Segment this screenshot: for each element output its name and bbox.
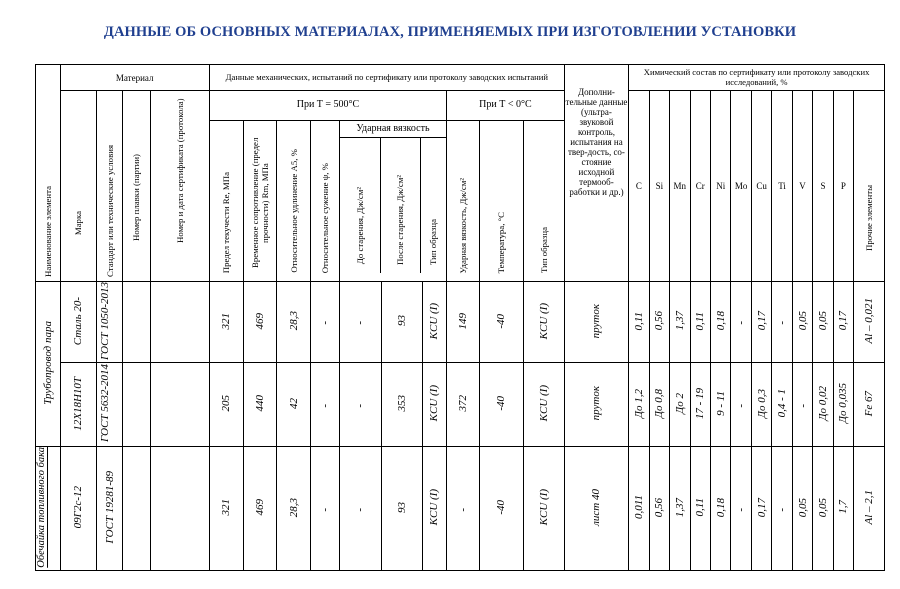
table-row	[36, 282, 885, 363]
cell-other: Al – 0,021	[854, 282, 885, 363]
cell-additional: лист 40	[564, 446, 628, 570]
cell-chem-ni: 9 - 11	[710, 362, 730, 446]
cell-chem-si: 0,56	[649, 446, 669, 570]
cell-chem-si: До 0,8	[649, 362, 669, 446]
cell-after-aging: 93	[381, 446, 422, 570]
cell-chem-c: 0,11	[629, 282, 649, 363]
cell-narrow: -	[311, 446, 340, 570]
cell-melt	[122, 282, 150, 363]
cell-chem-v: 0,05	[792, 446, 812, 570]
cell-other: Al – 2,1	[854, 446, 885, 570]
chem-col-ti: Ti	[772, 91, 792, 282]
cell-chem-mn: 1,37	[670, 282, 690, 363]
cell-chem-mo: -	[731, 446, 751, 570]
cell-temperature: -40	[479, 362, 523, 446]
cell-before-aging: -	[339, 282, 381, 363]
header-narrow: Относительное сужение ψ, %	[311, 120, 340, 281]
cell-grade: Сталь 20-	[60, 282, 97, 363]
cell-chem-ti: -	[772, 282, 792, 363]
cell-cert	[150, 446, 209, 570]
chem-col-mo: Mo	[731, 91, 751, 282]
cell-chem-cu: До 0,3	[751, 362, 771, 446]
chem-col-cr: Cr	[690, 91, 710, 282]
cell-impact-t0: 149	[447, 282, 480, 363]
header-mech: Данные механических, испытаний по сертификату или протоколу заводских испытаний	[209, 65, 564, 91]
table-row	[36, 362, 885, 446]
cell-chem-si: 0,56	[649, 282, 669, 363]
cell-chem-p: До 0,035	[833, 362, 853, 446]
cell-after-aging: 93	[381, 282, 422, 363]
chem-col-c: C	[629, 91, 649, 282]
chem-col-p: P	[833, 91, 853, 282]
cell-chem-c: 0,011	[629, 446, 649, 570]
chem-col-cu: Cu	[751, 91, 771, 282]
cell-yield: 321	[209, 446, 243, 570]
cell-sample-type: KCU (I)	[422, 282, 447, 363]
cell-before-aging: -	[339, 362, 381, 446]
cell-elong: 28,3	[277, 282, 311, 363]
cell-chem-cr: 0,11	[690, 446, 710, 570]
header-grade: Марка	[60, 91, 97, 282]
cell-chem-mn: 1,37	[670, 446, 690, 570]
header-t500: При Т = 500°С	[209, 91, 446, 121]
cell-elong: 42	[277, 362, 311, 446]
chem-col-si: Si	[649, 91, 669, 282]
chem-col-ni: Ni	[710, 91, 730, 282]
cell-tensile: 469	[243, 282, 277, 363]
chem-col-mn: Mn	[670, 91, 690, 282]
header-standard: Стандарт или технические условия	[97, 91, 123, 282]
header-sample-type-2: Тип образца	[523, 120, 564, 281]
cell-melt	[122, 362, 150, 446]
cell-sample-type-2: KCU (I)	[523, 282, 564, 363]
cell-chem-cu: 0,17	[751, 282, 771, 363]
cell-chem-mn: До 2	[670, 362, 690, 446]
header-tensile: Временное сопротивление (предел прочности) Rm, МПа	[243, 120, 277, 281]
cell-temperature: -40	[479, 282, 523, 363]
header-temperature: Температура, °С	[479, 120, 523, 281]
cell-chem-v: -	[792, 362, 812, 446]
cell-chem-cr: 17 - 19	[690, 362, 710, 446]
header-cert: Номер и дата сертификата (протокола)	[150, 91, 209, 282]
header-impact-group	[339, 120, 446, 281]
cell-chem-v: 0,05	[792, 282, 812, 363]
cell-other: Fe 67	[854, 362, 885, 446]
header-chem: Химический состав по сертификату или протоколу заводских исследований, %	[629, 65, 885, 91]
header-other-elements: Прочие элементы	[854, 91, 885, 282]
header-material: Материал	[60, 65, 209, 91]
header-yield: Предел текучести Re, МПа	[209, 120, 243, 281]
header-after-aging: После старения, Дж/см²	[381, 138, 421, 273]
cell-after-aging: 353	[381, 362, 422, 446]
cell-temperature: -40	[479, 446, 523, 570]
cell-chem-c: До 1,2	[629, 362, 649, 446]
cell-chem-cu: 0,17	[751, 446, 771, 570]
header-impact-t0: Ударная вязкость, Дж/см²	[447, 120, 480, 281]
cell-impact-t0: 372	[447, 362, 480, 446]
cell-tensile: 469	[243, 446, 277, 570]
cell-chem-s: До 0,02	[813, 362, 833, 446]
cell-tensile: 440	[243, 362, 277, 446]
cell-standard: ГОСТ 19281-89	[97, 446, 123, 570]
header-elong: Относительное удлинение А5, %	[277, 120, 311, 281]
cell-chem-p: 1,7	[833, 446, 853, 570]
cell-chem-p: 0,17	[833, 282, 853, 363]
cell-sample-type: KCU (I)	[422, 446, 447, 570]
header-impact: Ударная вязкость	[340, 121, 446, 138]
cell-elong: 28,3	[277, 446, 311, 570]
document-title: ДАННЫЕ ОБ ОСНОВНЫХ МАТЕРИАЛАХ, ПРИМЕНЯЕМЫХ ПРИ ИЗГОТОВЛЕНИИ УСТАНОВКИ	[103, 24, 797, 40]
cell-sample-type-2: KCU (I)	[523, 362, 564, 446]
cell-additional: пруток	[564, 282, 628, 363]
header-additional: Дополни-тельные данные (ультра-звуковой контроль, испытания на твер-дость, со-стояние исходной термооб-работки и др.)	[564, 65, 628, 282]
cell-additional: пруток	[564, 362, 628, 446]
cell-melt	[122, 446, 150, 570]
materials-table	[35, 64, 885, 571]
cell-standard: ГОСТ 5632-2014	[97, 362, 123, 446]
group-name: Трубопровод пара	[36, 282, 61, 447]
cell-chem-ni: 0,18	[710, 282, 730, 363]
header-melt: Номер плавки (партии)	[122, 91, 150, 282]
chem-col-v: V	[792, 91, 812, 282]
cell-sample-type: KCU (I)	[422, 362, 447, 446]
cell-chem-ni: 0,18	[710, 446, 730, 570]
cell-sample-type-2: KCU (I)	[523, 446, 564, 570]
cell-chem-s: 0,05	[813, 446, 833, 570]
cell-yield: 321	[209, 282, 243, 363]
cell-cert	[150, 282, 209, 363]
cell-grade: 09Г2с-12	[60, 446, 97, 570]
cell-narrow: -	[311, 362, 340, 446]
cell-before-aging: -	[339, 446, 381, 570]
cell-impact-t0: -	[447, 446, 480, 570]
header-element-name: Наименование элемента	[36, 65, 61, 282]
group-name: Обечайка топливного бака	[36, 446, 61, 570]
header-before-aging: До старения, Дж/см²	[340, 138, 381, 273]
cell-chem-mo: -	[731, 362, 751, 446]
chem-col-s: S	[813, 91, 833, 282]
cell-cert	[150, 362, 209, 446]
cell-chem-s: 0,05	[813, 282, 833, 363]
cell-chem-ti: 0,4 - 1	[772, 362, 792, 446]
cell-standard: ГОСТ 1050-2013	[97, 282, 123, 363]
header-sample-type: Тип образца	[428, 218, 439, 265]
cell-grade: 12Х18Н10Т	[60, 362, 97, 446]
header-t0: При Т < 0°С	[447, 91, 565, 121]
cell-chem-cr: 0,11	[690, 282, 710, 363]
cell-chem-mo: -	[731, 282, 751, 363]
table-row	[36, 446, 885, 570]
cell-yield: 205	[209, 362, 243, 446]
cell-chem-ti: -	[772, 446, 792, 570]
cell-narrow: -	[311, 282, 340, 363]
